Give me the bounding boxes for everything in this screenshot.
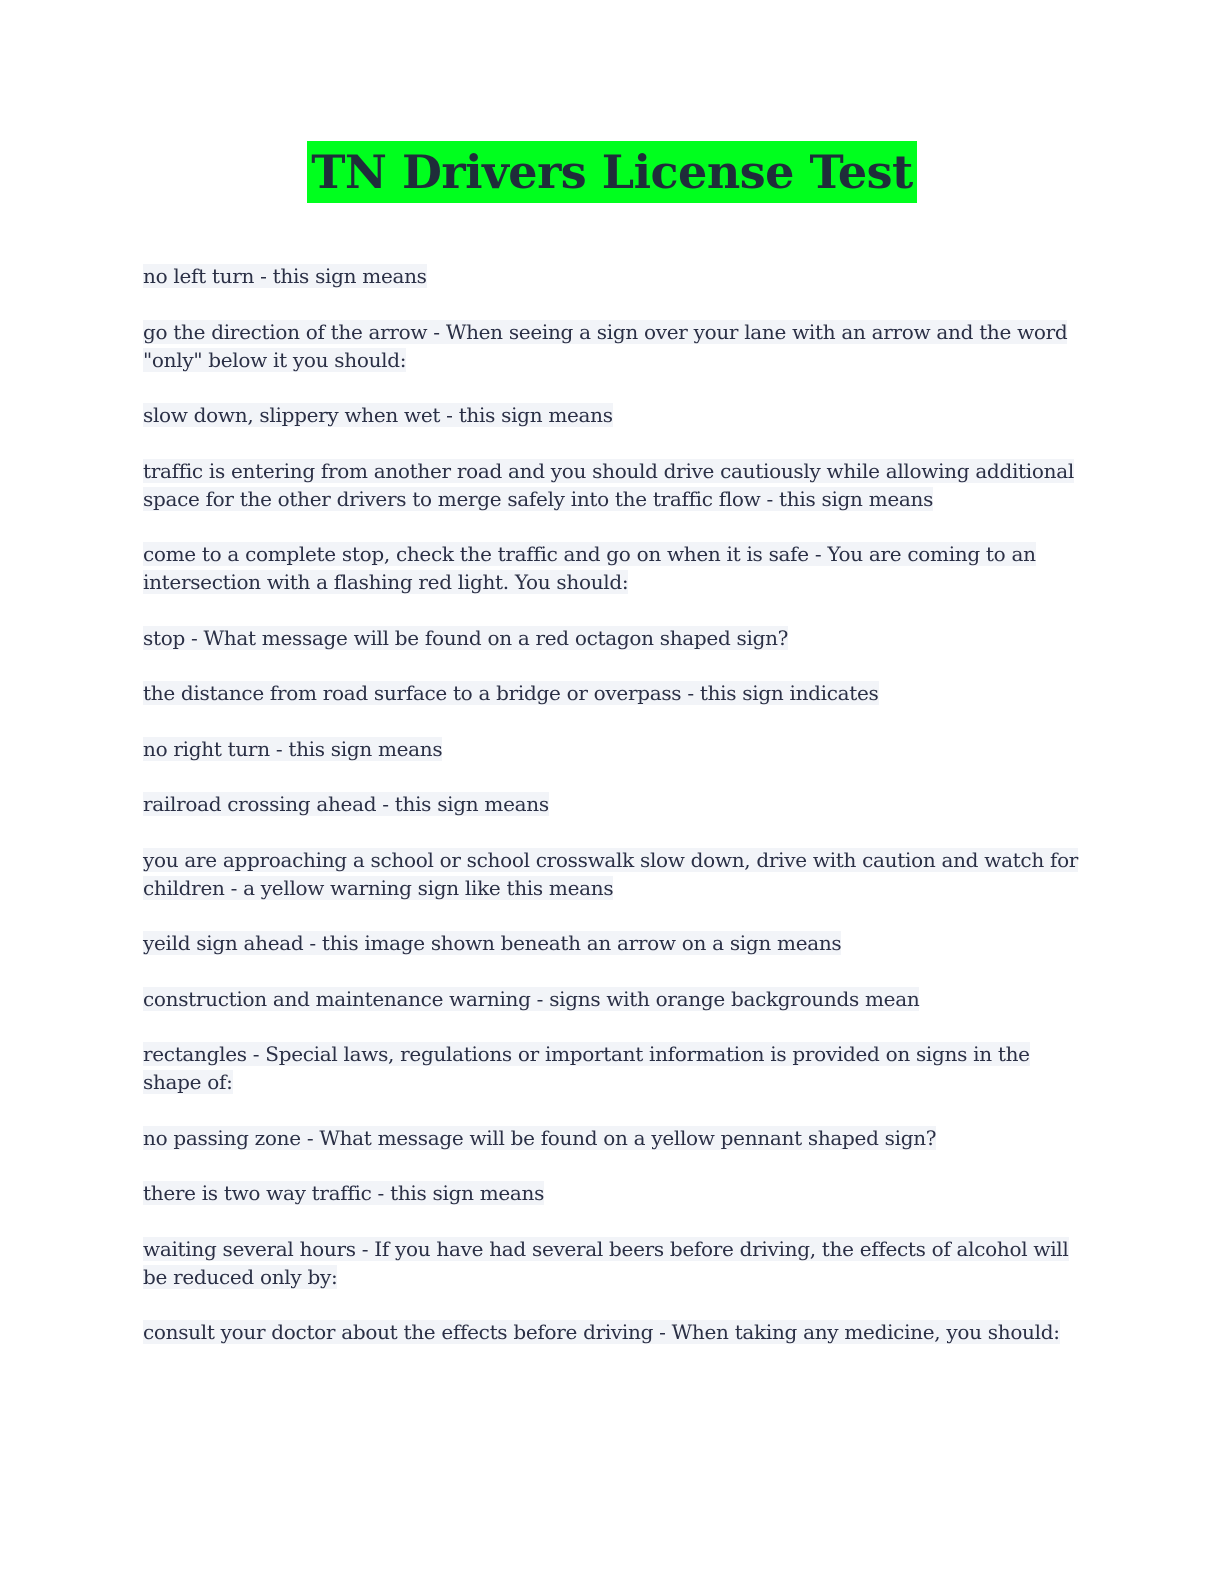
qa-text: go the direction of the arrow - When seeing a sign over your lane with an arrow and the word "only" below it you should: bbox=[143, 319, 1068, 372]
qa-text: stop - What message will be found on a red octagon shaped sign? bbox=[143, 625, 789, 650]
qa-list bbox=[143, 262, 1083, 1374]
qa-text: yeild sign ahead - this image shown beneath an arrow on a sign means bbox=[143, 931, 842, 955]
qa-text: traffic is entering from another road and you should drive cautiously while allowing additional space for the other drivers to merge safely into the traffic flow - this sign means bbox=[143, 458, 1074, 511]
qa-item bbox=[143, 929, 1083, 957]
qa-item bbox=[143, 401, 1083, 429]
page-title: TN Drivers License Test bbox=[307, 141, 917, 203]
qa-text: no passing zone - What message will be found on a yellow pennant shaped sign? bbox=[143, 1125, 937, 1150]
qa-item bbox=[143, 1124, 1083, 1152]
qa-text: railroad crossing ahead - this sign means bbox=[143, 792, 549, 816]
title-container bbox=[0, 141, 1224, 203]
qa-item bbox=[143, 679, 1083, 707]
qa-text: construction and maintenance warning - signs with orange backgrounds mean bbox=[143, 986, 920, 1011]
qa-item bbox=[143, 1040, 1083, 1096]
qa-text: consult your doctor about the effects before driving - When taking any medicine, you should: bbox=[143, 1320, 1060, 1344]
qa-text: no left turn - this sign means bbox=[143, 264, 427, 288]
qa-text: there is two way traffic - this sign means bbox=[143, 1181, 545, 1205]
qa-text: the distance from road surface to a bridge or overpass - this sign indicates bbox=[143, 681, 879, 705]
qa-item bbox=[143, 1235, 1083, 1291]
qa-item bbox=[143, 1179, 1083, 1207]
qa-text: waiting several hours - If you have had several beers before driving, the effects of alcohol will be reduced only by: bbox=[143, 1236, 1069, 1289]
qa-item bbox=[143, 846, 1083, 902]
qa-item bbox=[143, 624, 1083, 652]
qa-item bbox=[143, 262, 1083, 290]
qa-item bbox=[143, 790, 1083, 818]
qa-item bbox=[143, 985, 1083, 1013]
qa-item bbox=[143, 735, 1083, 763]
qa-item bbox=[143, 318, 1083, 374]
qa-item bbox=[143, 457, 1083, 513]
qa-text: come to a complete stop, check the traffic and go on when it is safe - You are coming to an intersection with a flashing red light. You should: bbox=[143, 542, 1036, 594]
qa-item bbox=[143, 540, 1083, 596]
qa-text: no right turn - this sign means bbox=[143, 736, 443, 761]
qa-text: you are approaching a school or school crosswalk slow down, drive with caution and watch for children - a yellow warning sign like this means bbox=[143, 847, 1079, 900]
qa-text: rectangles - Special laws, regulations or important information is provided on signs in the shape of: bbox=[143, 1042, 1030, 1094]
qa-item bbox=[143, 1318, 1083, 1346]
qa-text: slow down, slippery when wet - this sign means bbox=[143, 403, 613, 427]
